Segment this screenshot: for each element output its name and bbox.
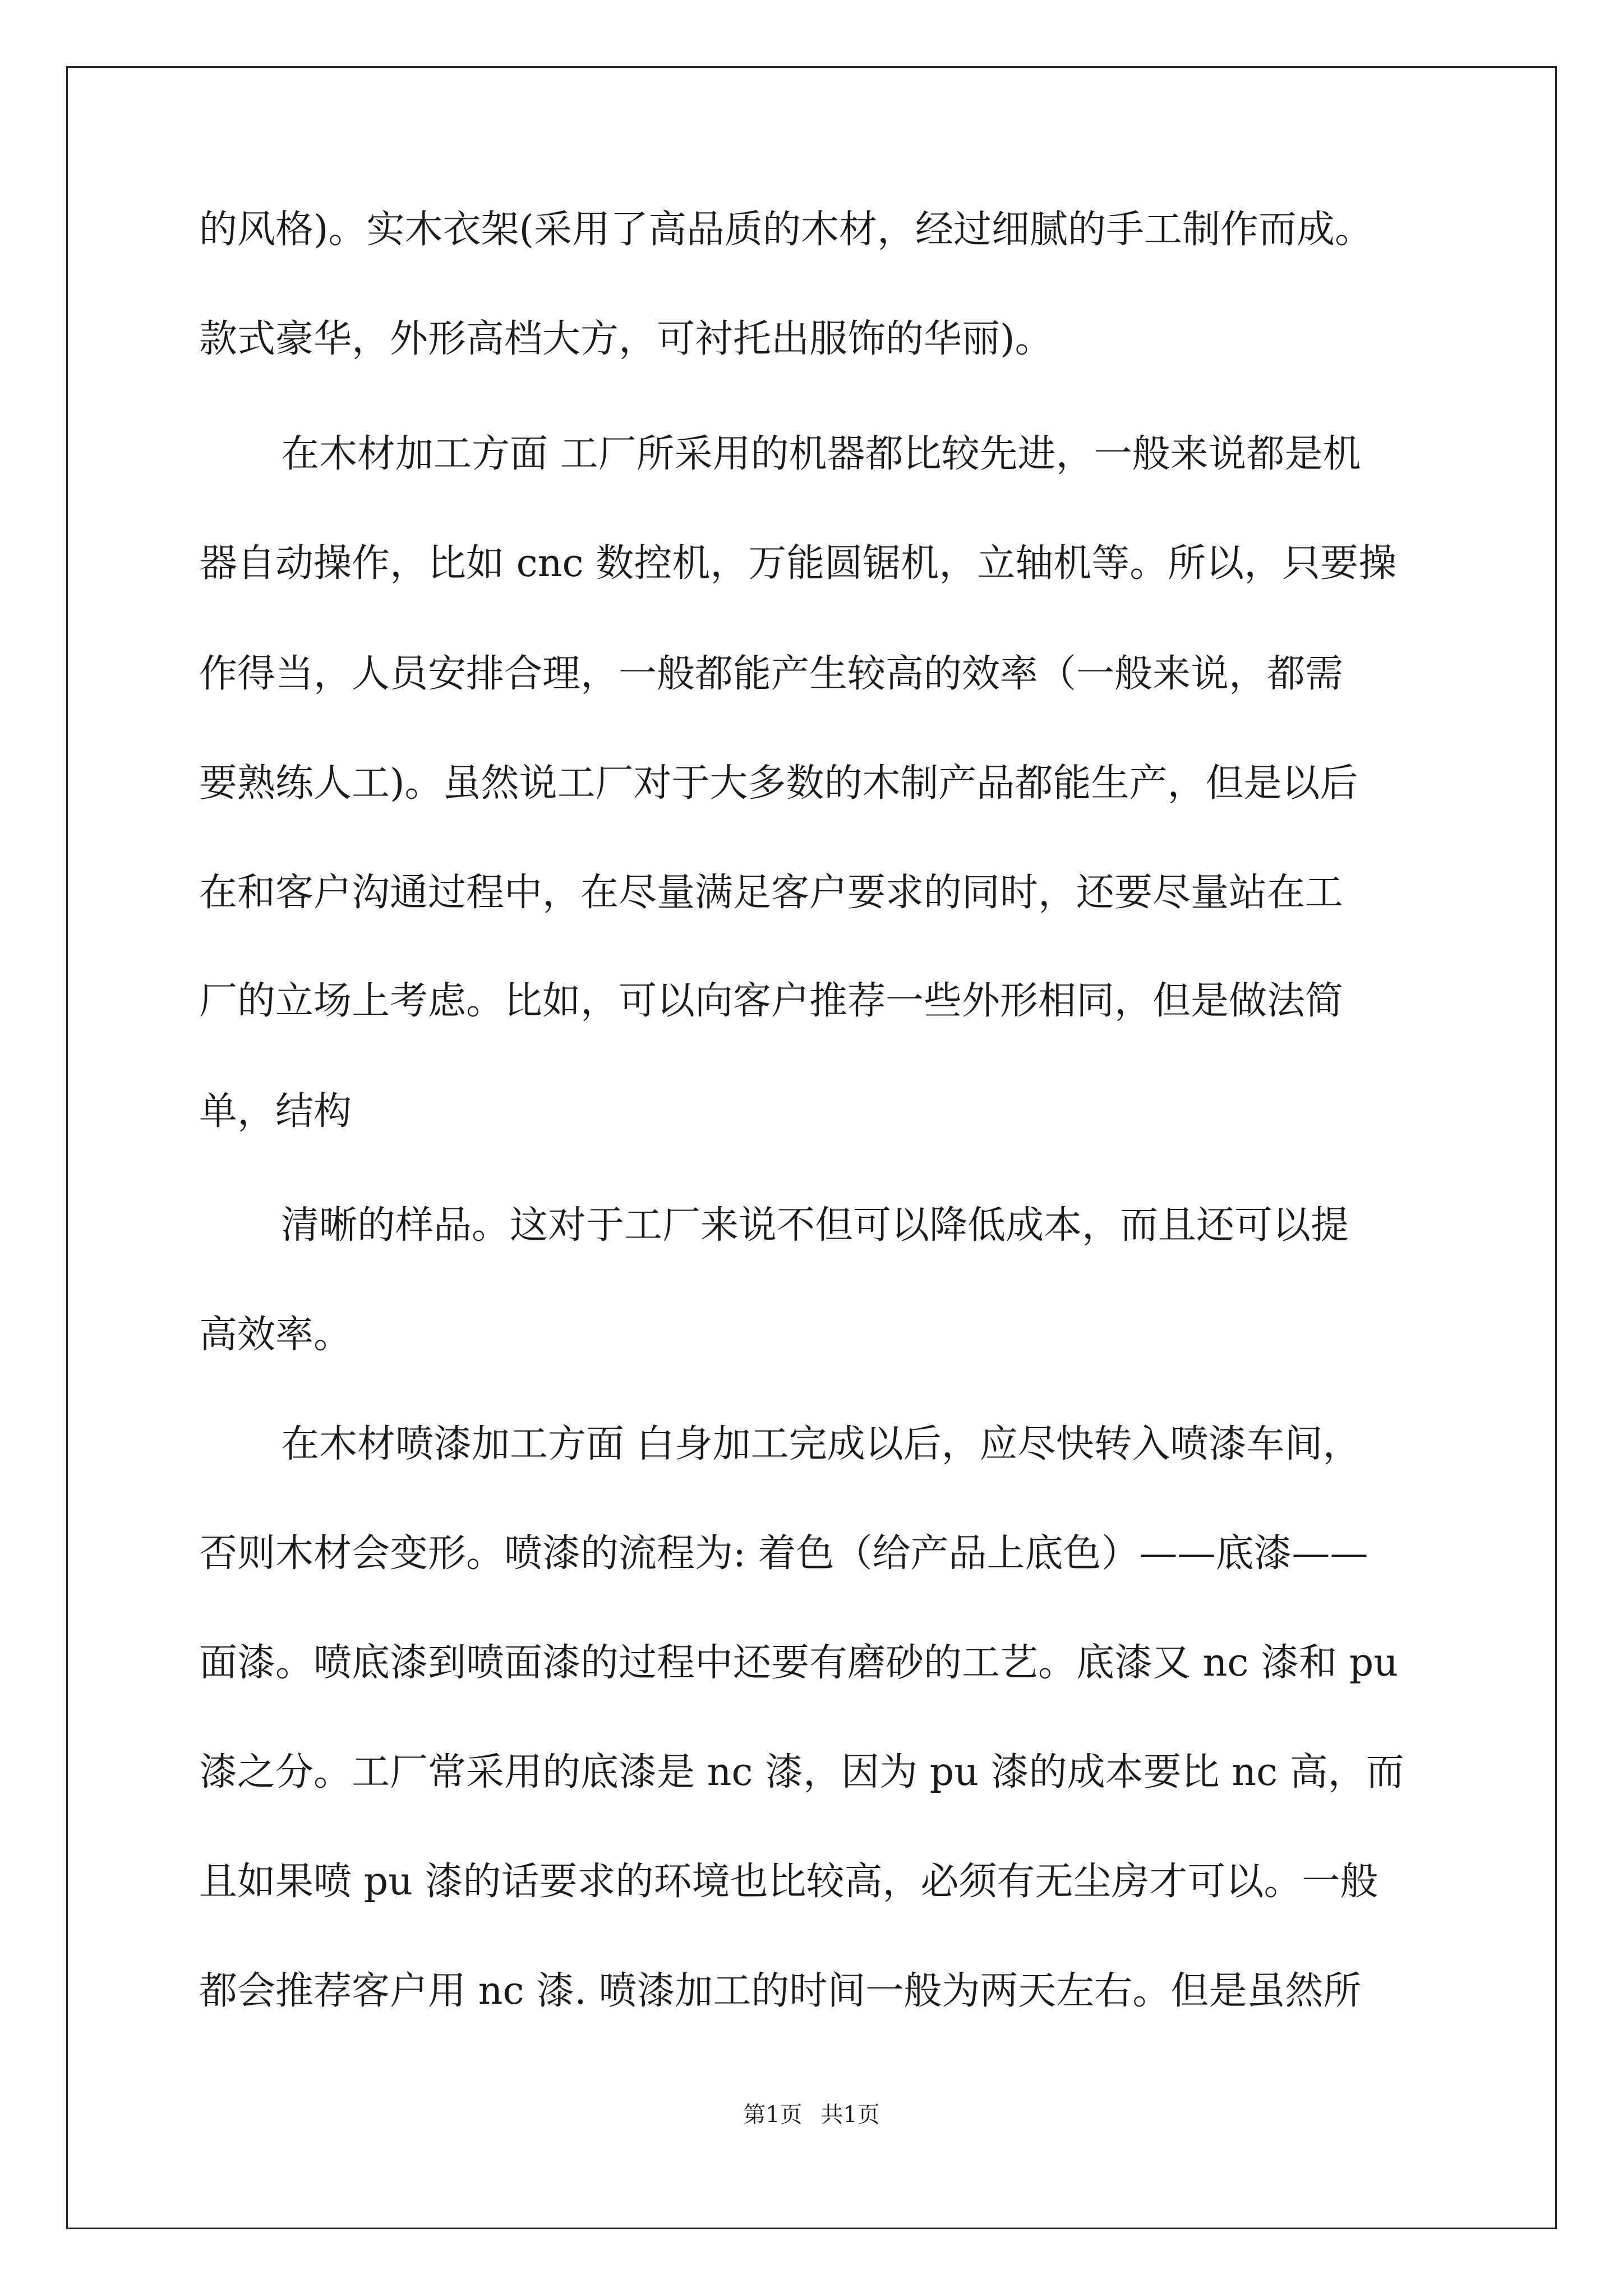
text-line: 否则木材会变形。喷漆的流程为: 着色（给产品上底色）——底漆—— xyxy=(199,1531,1368,1576)
text-line: 在木材加工方面 工厂所采用的机器都比较先进，一般来说都是机 xyxy=(281,432,1361,476)
text-line: 清晰的样品。这对于工厂来说不但可以降低成本，而且还可以提 xyxy=(281,1203,1349,1248)
text-line: 器自动操作，比如 cnc 数控机，万能圆锯机，立轴机等。所以，只要操 xyxy=(199,541,1397,586)
text-line: 单，结构 xyxy=(199,1089,352,1134)
text-line: 在和客户沟通过程中，在尽量满足客户要求的同时，还要尽量站在工 xyxy=(199,871,1344,915)
text-line: 厂的立场上考虑。比如，可以向客户推荐一些外形相同，但是做法简 xyxy=(199,979,1344,1023)
text-line: 在木材喷漆加工方面 白身加工完成以后，应尽快转入喷漆车间， xyxy=(281,1422,1361,1466)
text-line: 高效率。 xyxy=(199,1313,352,1357)
text-line: 都会推荐客户用 nc 漆. 喷漆加工的时间一般为两天左右。但是虽然所 xyxy=(199,1969,1362,2013)
page-total: 共1页 xyxy=(820,2102,880,2128)
text-line: 作得当，人员安排合理，一般都能产生较高的效率（一般来说，都需 xyxy=(199,652,1344,696)
text-line: 面漆。喷底漆到喷面漆的过程中还要有磨砂的工艺。底漆又 nc 漆和 pu xyxy=(199,1641,1399,1685)
page-number: 第1页 xyxy=(743,2102,803,2128)
text-line: 漆之分。工厂常采用的底漆是 nc 漆，因为 pu 漆的成本要比 nc 高，而 xyxy=(199,1750,1404,1795)
text-line: 的风格)。实木衣架(采用了高品质的木材，经过细腻的手工制作而成。 xyxy=(199,208,1373,252)
page-footer xyxy=(0,2098,1623,2132)
text-line: 要熟练人工)。虽然说工厂对于大多数的木制产品都能生产，但是以后 xyxy=(199,761,1358,806)
text-line: 款式豪华，外形高档大方，可衬托出服饰的华丽)。 xyxy=(199,317,1053,361)
text-line: 且如果喷 pu 漆的话要求的环境也比较高，必须有无尘房才可以。一般 xyxy=(199,1860,1378,1904)
